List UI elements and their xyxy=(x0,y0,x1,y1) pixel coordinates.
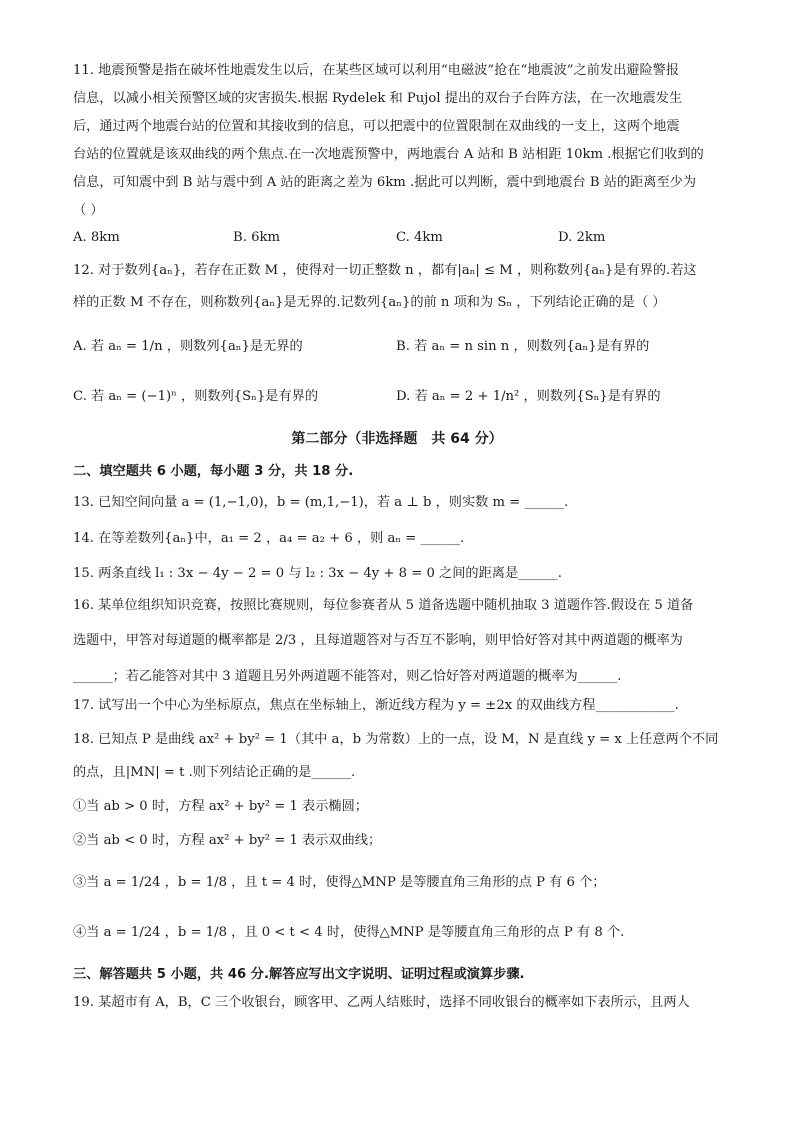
q18-item-3: ③当 a = 1/24 ，b = 1/8 ，且 t = 4 时，使得△MNP 是等腰直角三角形的点 P 有 6 个； xyxy=(73,875,606,890)
q11-line-6: （ ） xyxy=(73,203,104,218)
q11-line-2: 信息，以减小相关预警区域的灾害损失.根据 Rydelek 和 Pujol 提出的双台子台阵方法，在一次地震发生 xyxy=(73,91,683,106)
q18-item-2: ②当 ab < 0 时，方程 ax² + by² = 1 表示双曲线； xyxy=(73,833,382,848)
q14: 14. 在等差数列{aₙ}中，a₁ = 2 ，a₄ = a₂ + 6 ，则 aₙ = ______. xyxy=(73,531,465,546)
q18-item-4: ④当 a = 1/24 ，b = 1/8 ，且 0 < t < 4 时，使得△MNP 是等腰直角三角形的点 P 有 8 个. xyxy=(73,925,625,940)
q16-line-3: ______；若乙能答对其中 3 道题且另外两道题不能答对，则乙恰好答对两道题的概率为______. xyxy=(73,669,622,684)
q12-option-c: C. 若 aₙ = (−1)ⁿ ，则数列{Sₙ}是有界的 xyxy=(73,389,319,404)
q11-option-d: D. 2km xyxy=(558,230,606,245)
q12-option-a: A. 若 aₙ = 1/n ，则数列{aₙ}是无界的 xyxy=(73,339,303,354)
q16-line-1: 16. 某单位组织知识竞赛，按照比赛规则，每位参赛者从 5 道备选题中随机抽取 3 道题作答.假设在 5 道备 xyxy=(73,598,694,613)
q15: 15. 两条直线 l₁ : 3x − 4y − 2 = 0 与 l₂ : 3x − 4y + 8 = 0 之间的距离是______. xyxy=(73,566,562,581)
q12-line-1: 12. 对于数列{aₙ}，若存在正数 M ，使得对一切正整数 n ，都有|aₙ| ≤ M ，则称数列{aₙ}是有界的.若这 xyxy=(73,263,697,278)
q11-line-1: 11. 地震预警是指在破坏性地震发生以后，在某些区域可以利用“电磁波”抢在“地震波”之前发出避险警报 xyxy=(73,63,680,78)
q12-option-d: D. 若 aₙ = 2 + 1/n² ，则数列{Sₙ}是有界的 xyxy=(396,389,661,404)
section3-heading: 三、解答题共 5 小题，共 46 分.解答应写出文字说明、证明过程或演算步骤. xyxy=(73,967,525,982)
section2-heading: 二、填空题共 6 小题，每小题 3 分，共 18 分. xyxy=(73,464,354,479)
q13: 13. 已知空间向量 a = (1,−1,0)，b = (m,1,−1)，若 a ⊥ b ，则实数 m = ______. xyxy=(73,495,569,510)
part2-title: 第二部分（非选择题 共 64 分） xyxy=(291,431,503,447)
q18-line-2: 的点，且|MN| = t .则下列结论正确的是______. xyxy=(73,765,356,780)
q11-option-c: C. 4km xyxy=(396,230,443,245)
q11-line-5: 信息，可知震中到 B 站与震中到 A 站的距离之差为 6km .据此可以判断，震中到地震台 B 站的距离至少为 xyxy=(73,175,697,190)
q12-option-b: B. 若 aₙ = n sin n ，则数列{aₙ}是有界的 xyxy=(396,339,650,354)
q12-line-2: 样的正数 M 不存在，则称数列{aₙ}是无界的.记数列{aₙ}的前 n 项和为 Sₙ ，下列结论正确的是（ ） xyxy=(73,295,666,310)
q11-line-3: 后，通过两个地震台站的位置和其接收到的信息，可以把震中的位置限制在双曲线的一支上，这两个地震 xyxy=(73,119,680,134)
q18-line-1: 18. 已知点 P 是曲线 ax² + by² = 1（其中 a，b 为常数）上的一点，设 M，N 是直线 y = x 上任意两个不同 xyxy=(73,732,719,747)
q11-line-4: 台站的位置就是该双曲线的两个焦点.在一次地震预警中，两地震台 A 站和 B 站相距 10km .根据它们收到的 xyxy=(73,147,704,162)
q18-item-1: ①当 ab > 0 时，方程 ax² + by² = 1 表示椭圆； xyxy=(73,799,368,814)
q11-option-a: A. 8km xyxy=(73,230,120,245)
q19-line-1: 19. 某超市有 A，B，C 三个收银台，顾客甲、乙两人结账时，选择不同收银台的概率如下表所示，且两人 xyxy=(73,995,690,1010)
q17: 17. 试写出一个中心为坐标原点，焦点在坐标轴上，渐近线方程为 y = ±2x 的双曲线方程____________. xyxy=(73,698,679,713)
q11-option-b: B. 6km xyxy=(233,230,280,245)
q16-line-2: 选题中，甲答对每道题的概率都是 2/3 ，且每道题答对与否互不影响，则甲恰好答对其中两道题的概率为 xyxy=(73,633,683,648)
